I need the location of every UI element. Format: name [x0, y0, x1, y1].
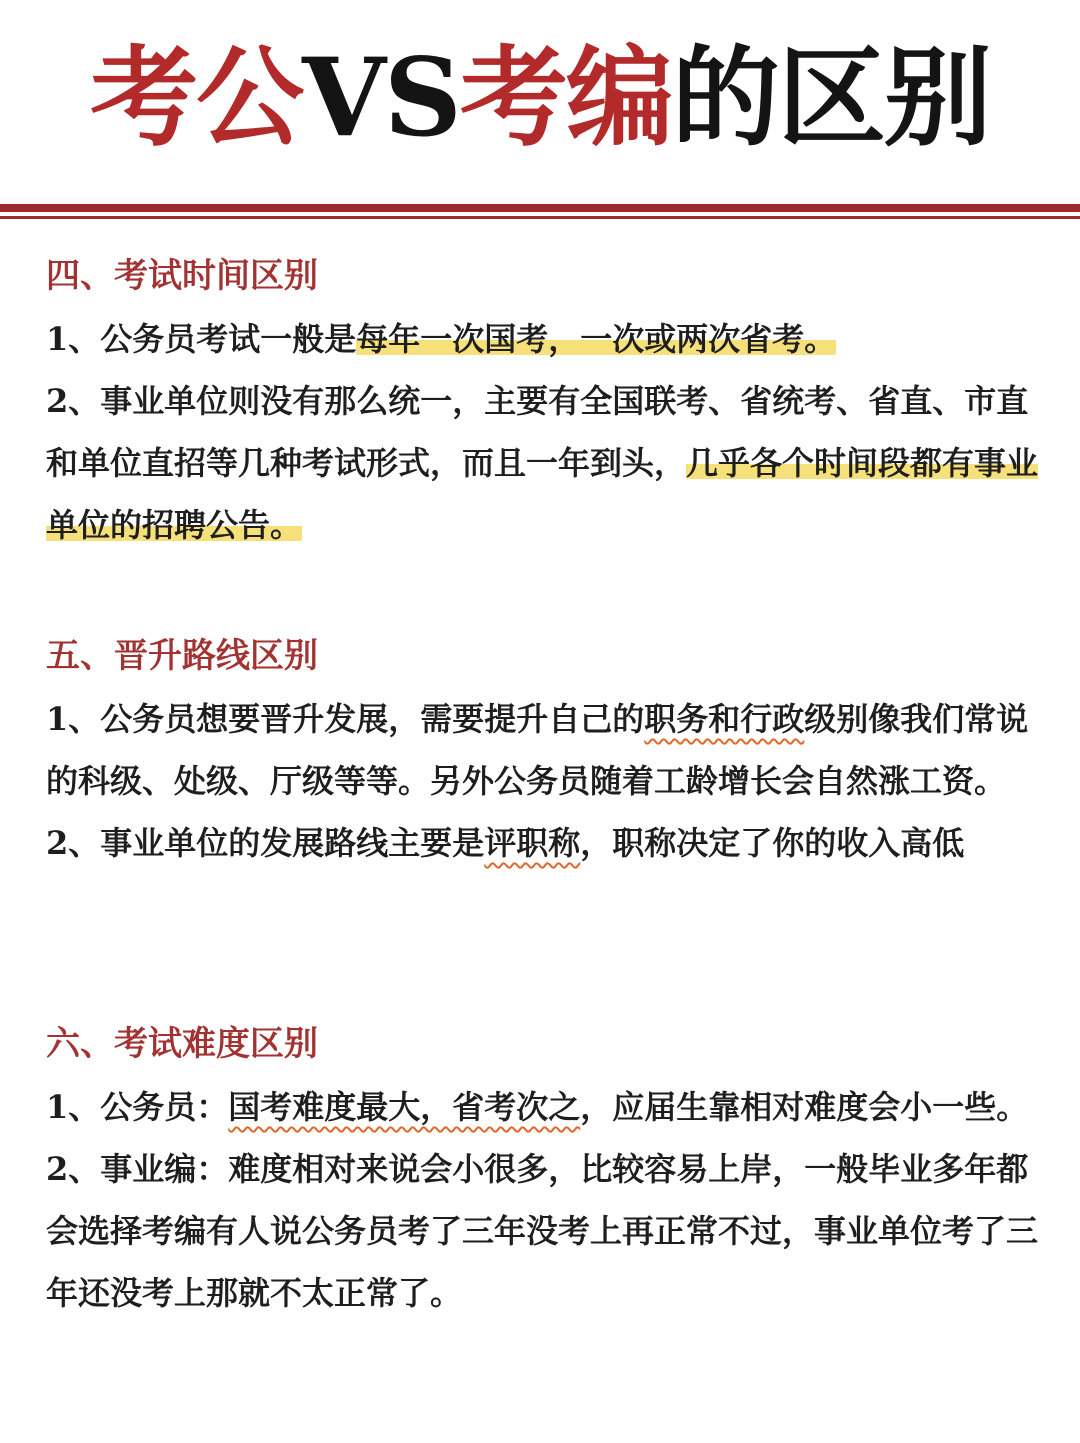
- title-part-kaobian: 考编: [459, 35, 672, 161]
- title-divider-thin: [0, 216, 1080, 219]
- section-exam-difficulty: [46, 1022, 1046, 1324]
- paragraph-institution-exam-time: [46, 370, 1046, 556]
- page-title: [0, 28, 1080, 168]
- section-heading: 五、晋升路线区别: [46, 636, 318, 676]
- title-divider-thick: [0, 204, 1080, 212]
- title-part-kaogong: 考公: [90, 35, 303, 161]
- paragraph-text: ，职称决定了你的收入高低: [580, 824, 965, 862]
- paragraph-civil-servant-exam-time: [46, 308, 1046, 370]
- paragraph-text: 1、公务员想要晋升发展，需要提升自己的: [46, 700, 645, 738]
- paragraph-text: ，应届生靠相对难度会小一些。: [580, 1088, 1029, 1126]
- paragraph-text: 1、公务员考试一般是: [46, 320, 357, 358]
- title-part-vs: VS: [302, 35, 460, 161]
- title-part-difference: 的区别: [671, 35, 990, 161]
- section-exam-time: [46, 254, 1046, 556]
- wavy-underlined-text: 职务和行政: [644, 700, 805, 738]
- highlighted-text: 几乎各个时间段都有事业单位的招聘公告。: [46, 444, 1039, 544]
- section-heading: 六、考试难度区别: [46, 1024, 318, 1064]
- section-promotion-path: [46, 634, 1046, 874]
- paragraph-text: 2、事业单位则没有那么统一，主要有全国联考、省统考、省直、市直和单位直招等几种考试形式，而且一年到头，: [46, 382, 1029, 482]
- paragraph-institution-promotion: [46, 812, 1046, 874]
- paragraph-text: 1、公务员：: [46, 1088, 229, 1126]
- wavy-underlined-text: 国考难度最大，省考次之: [228, 1088, 581, 1126]
- highlighted-text: 每年一次国考，一次或两次省考。: [356, 320, 837, 358]
- paragraph-text: 2、事业编：难度相对来说会小很多，比较容易上岸，一般毕业多年都会选择考编有人说公务员考了三年没考上再正常不过，事业单位考了三年还没考上那就不太正常了。: [46, 1150, 1039, 1312]
- paragraph-civil-servant-promotion: [46, 688, 1046, 812]
- paragraph-institution-difficulty: [46, 1138, 1046, 1324]
- paragraph-text: 2、事业单位的发展路线主要是: [46, 824, 485, 862]
- section-heading: 四、考试时间区别: [46, 256, 318, 296]
- paragraph-civil-servant-difficulty: [46, 1076, 1046, 1138]
- wavy-underlined-text: 评职称: [484, 824, 581, 862]
- paragraph-text: 级别像我们常说的科级、处级、厅级等等。另外公务员随着工龄增长会自然涨工资。: [46, 700, 1029, 800]
